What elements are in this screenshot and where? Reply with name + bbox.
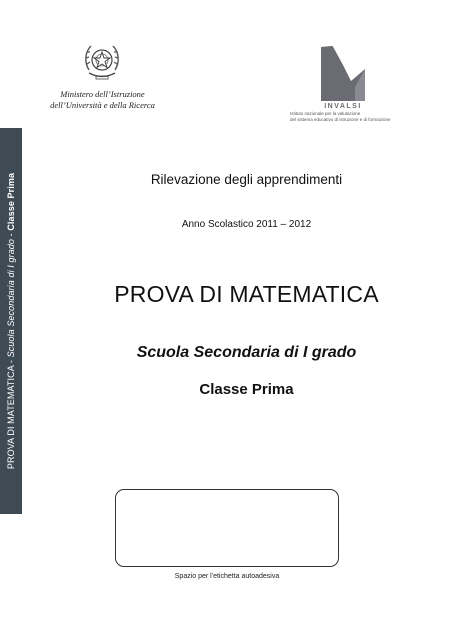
class-name: Classe Prima	[199, 381, 294, 398]
italian-republic-emblem-icon	[83, 40, 121, 84]
side-banner-school-level: Scuola Secondaria di I grado	[6, 238, 16, 358]
test-title: PROVA DI MATEMATICA	[114, 281, 379, 307]
side-banner-separator: -	[6, 230, 16, 239]
side-banner-class: Classe Prima	[6, 172, 16, 231]
invalsi-description-line1: Istituto nazionale per la valutazione	[290, 111, 361, 116]
ministry-name-line2: dell’Università e della Ricerca	[50, 100, 155, 110]
sticker-label-box	[115, 489, 339, 567]
school-level: Scuola Secondaria di I grado	[136, 344, 357, 361]
invalsi-logo-icon	[321, 43, 365, 101]
side-banner-test-name: PROVA DI MATEMATICA -	[6, 357, 16, 470]
side-banner-text	[6, 173, 16, 469]
ministry-name-line1: Ministero dell’Istruzione	[60, 89, 145, 99]
survey-title: Rilevazione degli apprendimenti	[150, 172, 343, 187]
invalsi-description-line2: del sistema educativo di istruzione e di formazione	[290, 117, 391, 122]
invalsi-name: INVALSI	[324, 103, 362, 110]
sticker-label-caption: Spazio per l'etichetta autoadesiva	[174, 573, 280, 580]
school-year: Anno Scolastico 2011 – 2012	[181, 219, 312, 230]
